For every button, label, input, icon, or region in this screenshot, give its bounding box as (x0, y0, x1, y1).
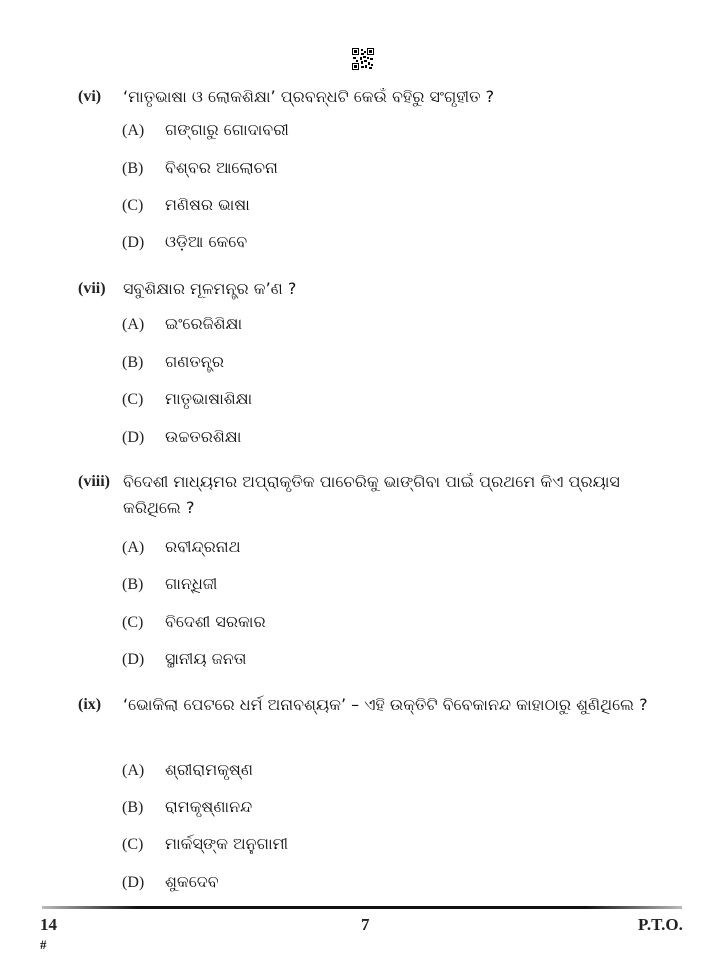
option-text: ବିଦେଶୀ ସରକାର (165, 612, 266, 631)
question-number: (vi) (78, 88, 102, 105)
option-vii-d (0, 425, 727, 451)
option-text: ଗଙ୍ଗାରୁ ଗୋଦାବରୀ (165, 120, 289, 139)
question-number: (vii) (78, 280, 106, 297)
page-number: 7 (361, 915, 370, 934)
option-text: ରାମକୃଷ୍ଣାନନ୍ଦ (165, 797, 253, 816)
option-vi-d (0, 230, 727, 256)
option-text: ଶୁକଦେବ (165, 872, 219, 891)
option-text: ଶ୍ରୀରାମକୃଷ୍ଣ (165, 760, 253, 779)
option-label: (A) (122, 122, 145, 139)
option-label: (C) (122, 391, 144, 408)
option-viii-c (0, 610, 727, 636)
option-label: (D) (122, 429, 145, 446)
option-label: (B) (122, 576, 144, 593)
option-label: (B) (122, 354, 144, 371)
option-text: ସ୍ଥାନୀୟ ଜନତା (165, 649, 247, 668)
option-vi-c (0, 193, 727, 219)
pto-label: P.T.O. (638, 915, 683, 934)
option-vii-a (0, 312, 727, 338)
option-text: ଉଚ୍ଚତରଶିକ୍ଷା (165, 427, 242, 446)
option-text: ଗଣତନ୍ତ୍ର (165, 352, 224, 371)
qr-code-icon (352, 48, 374, 70)
option-text: ଓଡ଼ିଆ କେବେ (165, 232, 248, 251)
option-text: ମାତୃଭାଷାଶିକ୍ଷା (165, 389, 253, 408)
option-label: (C) (122, 197, 144, 214)
footer-hash: # (40, 937, 47, 952)
option-viii-b (0, 572, 727, 598)
option-label: (B) (122, 160, 144, 177)
option-ix-c (0, 832, 727, 858)
option-label: (A) (122, 539, 145, 556)
option-label: (B) (122, 799, 144, 816)
option-label: (D) (122, 874, 145, 891)
option-vii-b (0, 350, 727, 376)
option-vi-a (0, 118, 727, 144)
option-ix-d (0, 870, 727, 896)
option-text: ରବୀନ୍ଦ୍ରନାଥ (165, 537, 241, 556)
option-vi-b (0, 156, 727, 182)
option-ix-b (0, 795, 727, 821)
option-text: ବିଶ୍ବର ଆଲୋଚନା (165, 158, 278, 177)
question-text: ସବୁଶିକ୍ଷାର ମୂଳମନ୍ତ୍ର କ’ଣ ? (123, 279, 297, 298)
question-text: ‘ମାତୃଭାଷା ଓ ଲୋକଶିକ୍ଷା’ ପ୍ରବନ୍ଧଟି କେଉଁ ବହିରୁ ସଂଗୃହୀତ ? (123, 87, 495, 106)
option-label: (D) (122, 234, 145, 251)
option-label: (D) (122, 651, 145, 668)
option-label: (A) (122, 316, 145, 333)
question-text: ବିଦେଶୀ ମାଧ୍ୟମର ଅପ୍ରାକୃତିକ ପାଚେରିକୁ ଭାଙ୍ଗିବା ପାଇଁ ପ୍ରଥମେ କିଏ ପ୍ରୟାସ କରିଥିଲେ ? (123, 472, 620, 517)
option-text: ମଣିଷର ଭାଷା (165, 195, 250, 214)
footer-rule (42, 906, 682, 909)
question-number: (viii) (78, 473, 110, 490)
footer-code: 14 (40, 915, 57, 934)
option-viii-d (0, 647, 727, 673)
option-text: ଗାନ୍ଧିଜୀ (165, 574, 218, 593)
question-text: ‘ଭୋକିଲା ପେଟରେ ଧର୍ମ ଅନାବଶ୍ୟକ’ – ଏହି ଉକ୍ତିଟି ବିବେକାନନ୍ଦ କାହାଠାରୁ ଶୁଣିଥିଲେ ? (123, 695, 648, 714)
option-text: ମାର୍କସ୍‌ଙ୍କ ଅନୁଗାମୀ (165, 834, 289, 853)
option-label: (C) (122, 836, 144, 853)
option-text: ଇଂରେଜିଶିକ୍ଷା (165, 314, 243, 333)
question-number: (ix) (78, 696, 102, 713)
option-viii-a (0, 535, 727, 561)
option-vii-c (0, 387, 727, 413)
option-label: (A) (122, 762, 145, 779)
option-label: (C) (122, 614, 144, 631)
option-ix-a (0, 758, 727, 784)
